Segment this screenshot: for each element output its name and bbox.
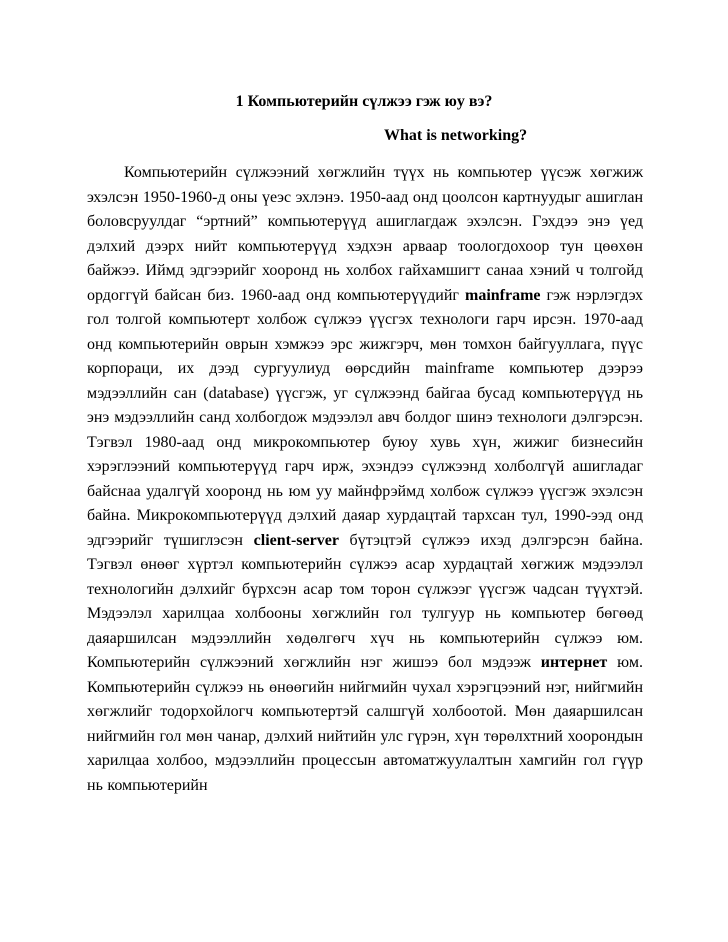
document-subtitle: What is networking? (384, 127, 528, 144)
body-paragraph (87, 161, 643, 798)
paragraph-text-2: гэж нэрлэгдэх гол толгой компьютерт холбож сүлжээ үүсгэх технологи гарч ирсэн. 1970-аад онд компьютерийн оврын хэмжээ эрс жижгэрч, мөн томхон байгууллага, пүүс корпораци, их дээд сургуулиуд өөрсдийн mainframe компьютер дээрээ мэдээллийн сан (database) үүсгэж, уг сүлжээнд байгаа бусад компьютерүүд нь энэ мэдээллийн санд холбогдож мэдээлэл авч болдог шинэ технологи дэлгэрсэн. Тэгвэл 1980-аад онд микрокомпьютер буюу хувь хүн, жижиг бизнесийн хэрэглээний компьютерүүд гарч ирж, эхэндээ сүлжээнд холболгүй ашигладаг байснаа удалгүй хооронд нь юм уу майнфрэймд холбож сүлжээ үүсгэж эхэлсэн байна. Микрокомпьютерүүд дэлхий даяар хурдацтай тархсан тул, 1990-ээд онд эдгээрийг түшиглэсэн (87, 286, 643, 549)
paragraph-text-3: бүтэцтэй сүлжээ ихэд дэлгэрсэн байна. Тэгвэл өнөөг хүртэл компьютерийн сүлжээ асар хурдацтай хөгжиж мэдээлэл технологийн дэлхийг бүрхсэн асар том торон сүлжээг үүсгэж чадсан түүхтэй. Мэдээлэл харилцаа холбооны хөгжлийн гол тулгуур нь компьютер бөгөөд даяаршилсан мэдээллийн хөдөлгөгч хүч нь компьютерийн сүлжээ юм. Компьютерийн сүлжээний хөгжлийн нэг жишээ бол мэдээж (87, 531, 643, 671)
term-internet: интернет (540, 654, 608, 671)
paragraph-text-4: юм. Компьютерийн сүлжээ нь өнөөгийн нийгмийн чухал хэрэгцээний нэг, нийгмийн хөгжлийг тодорхойлогч компьютертэй салшгүй холбоотой. Мөн даяаршилсан нийгмийн гол мөн чанар, дэлхий нийтийн улс гүрэн, хүн төрөлхтний хоорондын харилцаа холбоо, мэдээллийн процессын автоматжуулалтын хамгийн гол гүүр нь компьютерийн (87, 654, 643, 794)
paragraph-text-1: Компьютерийн сүлжээний хөгжлийн түүх нь компьютер үүсэж хөгжиж эхэлсэн 1950-1960-д оны үеэс эхлэнэ. 1950-аад онд цоолсон картнуудыг ашиглан боловсруулдаг “эртний” компьютерүүд ашиглагдаж эхэлсэн. Гэхдээ энэ үед дэлхий дээрх нийт компьютерүүд хэдхэн арваар тоологдохоор тун цөөхөн байжээ. Иймд эдгээрийг хооронд нь холбох гайхамшигт санаа хэний ч толгойд ордоггүй байсан биз. 1960-аад онд компьютерүүдийг (87, 164, 643, 304)
term-mainframe: mainframe (464, 286, 541, 304)
document-title: 1 Компьютерийн сүлжээ гэж юу вэ? (235, 93, 493, 110)
term-client-server: client-server (253, 531, 339, 549)
